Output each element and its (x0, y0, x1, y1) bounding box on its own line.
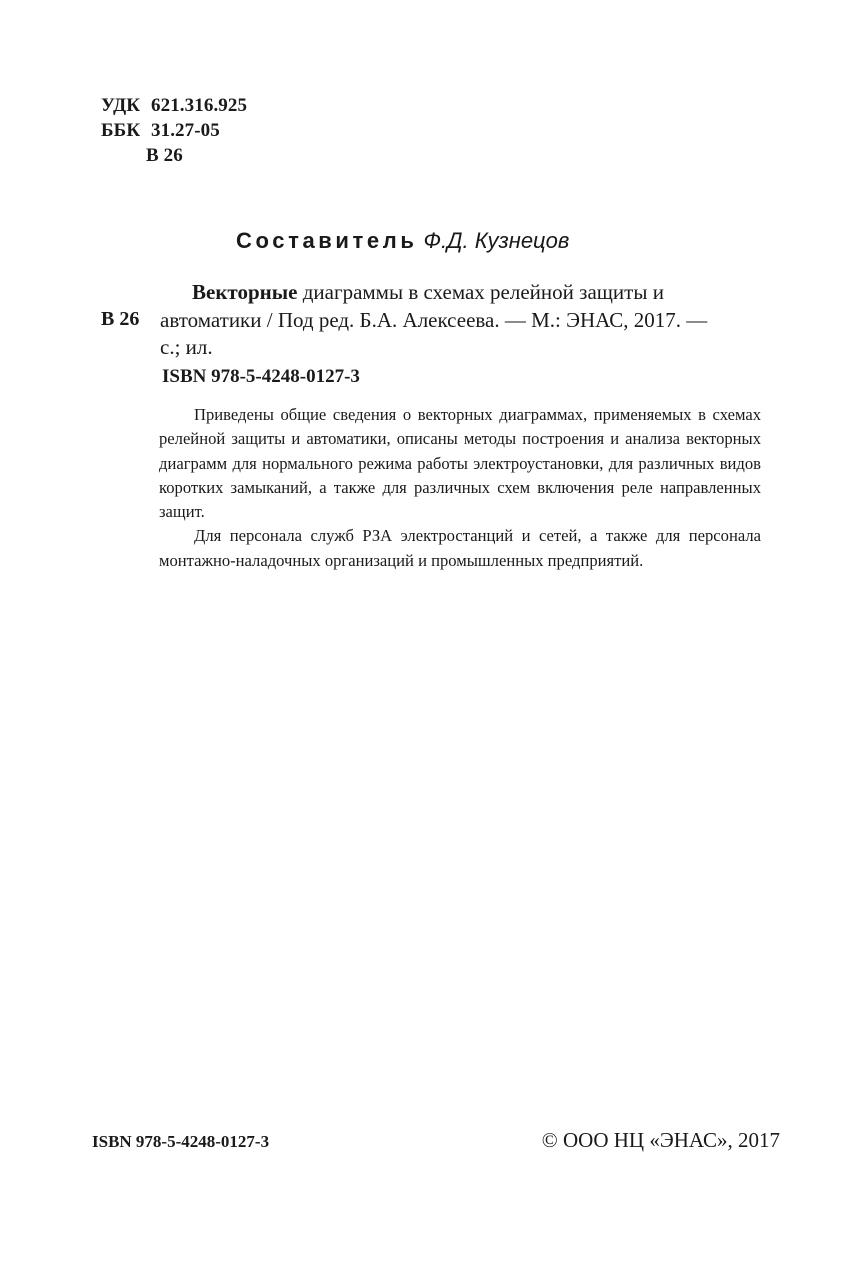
bbk-label: ББК (101, 120, 141, 141)
compiler-name: Ф.Д. Кузнецов (423, 228, 570, 253)
author-code: В 26 (146, 145, 183, 166)
record-title-line (192, 280, 664, 305)
compiler-label: Составитель (236, 228, 418, 253)
udk-line (101, 95, 247, 117)
bbk-line (101, 120, 220, 142)
footer-copyright: © ООО НЦ «ЭНАС», 2017 (541, 1128, 780, 1152)
record-isbn: ISBN 978-5-4248-0127-3 (162, 366, 360, 387)
abstract (159, 403, 761, 573)
compiler-line (236, 228, 569, 254)
footer-isbn: ISBN 978-5-4248-0127-3 (92, 1132, 270, 1151)
abstract-paragraph-1: Приведены общие сведения о векторных диаграммах, применяемых в схемах релейной защиты и автоматики, описаны методы построения и анализа векторных диаграмм для нормального режима работы электроустановки, для различных видов коротких замыканий, а также для различных схем включения реле направленных защит. (159, 405, 761, 522)
record-title-bold: Векторные (192, 280, 298, 304)
abstract-paragraph-2: Для персонала служб РЗА электростанций и сетей, а также для персонала монтажно-наладочных организаций и промышленных предприятий. (159, 526, 761, 570)
udk-label: УДК (101, 95, 141, 116)
bbk-value: 31.27-05 (151, 120, 220, 141)
record-author-code: В 26 (101, 308, 140, 330)
udk-value: 621.316.925 (151, 95, 248, 116)
record-line-3: с.; ил. (160, 335, 213, 359)
record-line-2: автоматики / Под ред. Б.А. Алексеева. — М.: ЭНАС, 2017. — (160, 308, 708, 332)
record-title-rest: диаграммы в схемах релейной защиты и (297, 280, 664, 304)
